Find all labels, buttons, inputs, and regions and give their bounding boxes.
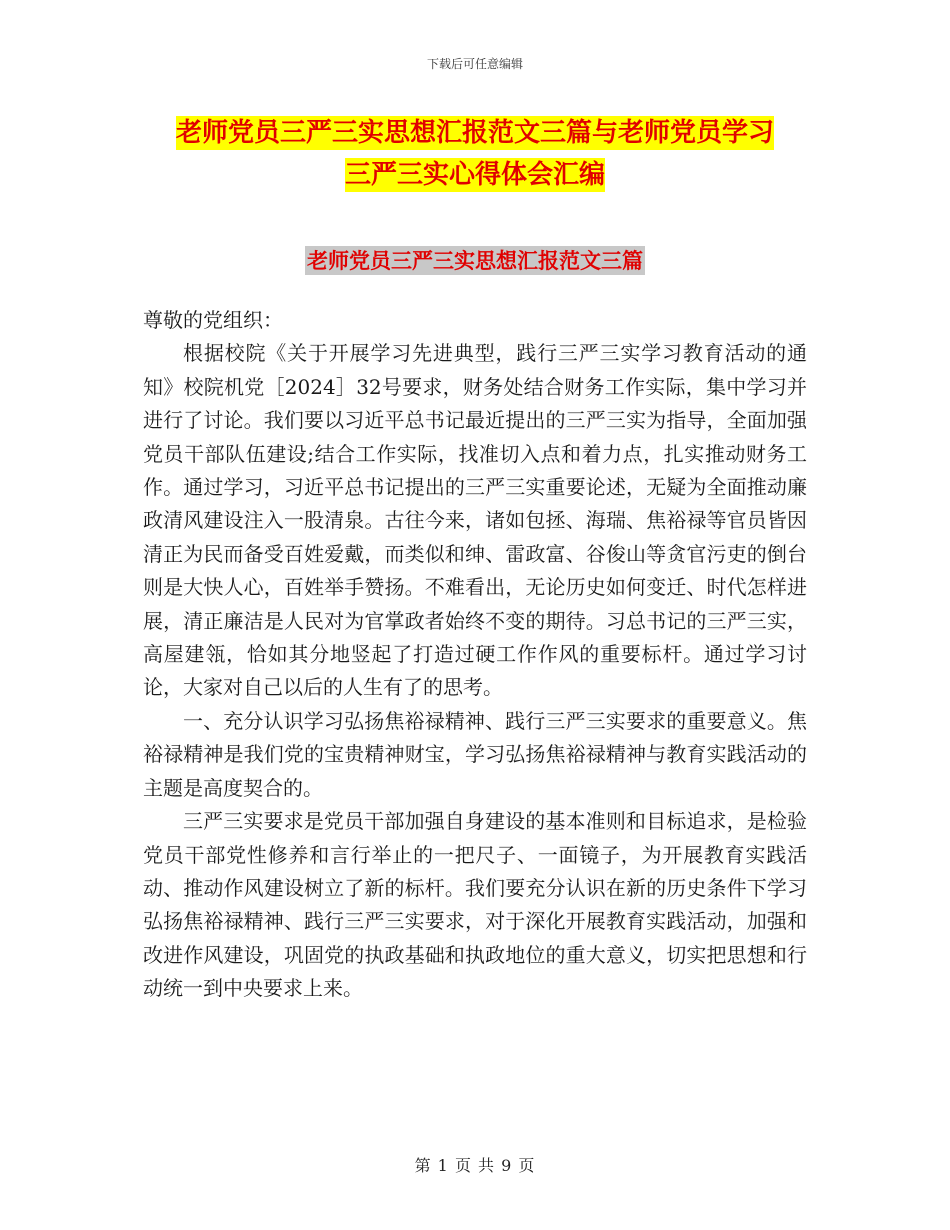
paragraph: 根据校院《关于开展学习先进典型，践行三严三实学习教育活动的通知》校院机党［2024］32号要求，财务处结合财务工作实际，集中学习并进行了讨论。我们要以习近平总书记最近提出的三严三实为指导，全面加强党员干部队伍建设;结合工作实际，找准切入点和着力点，扎实推动财务工作。通过学习，习近平总书记提出的三严三实重要论述，无疑为全面推动廉政清风建设注入一股清泉。古往今来，诸如包拯、海瑞、焦裕禄等官员皆因清正为民而备受百姓爱戴，而类似和绅、雷政富、谷俊山等贪官污吏的倒台则是大快人心，百姓举手赞扬。不难看出，无论历史如何变迁、时代怎样进展，清正廉洁是人民对为官掌政者始终不变的期待。习总书记的三严三实，高屋建瓴，恰如其分地竖起了打造过硬工作作风的重要标杆。通过学习讨论，大家对自己以后的人生有了的思考。 — [143, 341, 807, 700]
document-body — [143, 304, 807, 1006]
subtitle-text: 老师党员三严三实思想汇报范文三篇 — [307, 248, 643, 273]
title-line-2: 三严三实心得体会汇编 — [344, 160, 605, 190]
page-indicator: 第 1 页 共 9 页 — [414, 1156, 536, 1175]
section-subtitle — [0, 245, 950, 275]
salutation: 尊敬的党组织： — [143, 308, 283, 332]
paragraph: 一、充分认识学习弘扬焦裕禄精神、践行三严三实要求的重要意义。焦裕禄精神是我们党的宝贵精神财宝，学习弘扬焦裕禄精神与教育实践活动的主题是高度契合的。 — [143, 708, 807, 800]
document-title — [100, 112, 850, 196]
header-note: 下载后可任意编辑 — [426, 57, 523, 71]
paragraph: 三严三实要求是党员干部加强自身建设的基本准则和目标追求，是检验党员干部党性修养和言行举止的一把尺子、一面镜子，为开展教育实践活动、推动作风建设树立了新的标杆。我们要充分认识在新的历史条件下学习弘扬焦裕禄精神、践行三严三实要求，对于深化开展教育实践活动，加强和改进作风建设，巩固党的执政基础和执政地位的重大意义，切实把思想和行动统一到中央要求上来。 — [143, 809, 807, 1001]
title-line-1: 老师党员三严三实思想汇报范文三篇与老师党员学习 — [175, 118, 774, 148]
